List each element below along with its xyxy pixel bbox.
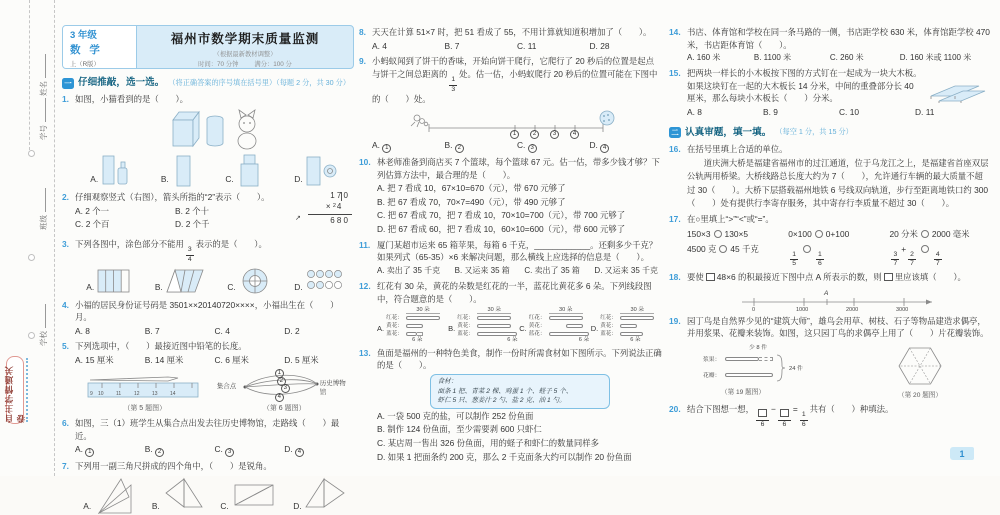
q7-option-a-shape	[93, 475, 135, 515]
question-number: 2.	[62, 192, 69, 202]
q1-option-d-shape	[305, 152, 339, 188]
point-1-label: 1	[510, 130, 519, 139]
question-number: 1.	[62, 94, 69, 105]
less-8-label: 少 8 件	[749, 345, 768, 352]
question-10	[359, 156, 662, 236]
field-label: 学号	[39, 125, 48, 140]
ruler-tick-12: 12	[134, 390, 140, 397]
equals-sign: =	[792, 404, 798, 415]
option-c: C. 把 67 看成 70，把 7 看成 10，70×10=700（元），带 700 元够了	[377, 210, 626, 221]
question-text: 小福的居民身份证号码是 3501××20140720××××，小福出生在（ ）月。	[75, 299, 339, 323]
hexagon-svg	[894, 344, 946, 388]
option-d: D. 4	[590, 139, 663, 153]
question-text: 小蚂蚁闻到了饼干的香味，开始向饼干爬行，它爬行了 20 秒后的位置是起点与饼干之间总距离的	[372, 56, 654, 79]
q7-option-d-shape	[304, 475, 346, 515]
margin-field-class	[38, 188, 49, 230]
q2-vertical-multiplication	[295, 191, 352, 226]
question-20	[669, 403, 991, 429]
margin-field-name	[38, 54, 49, 96]
option-a: A. 4	[372, 40, 387, 51]
point-4-label: 4	[570, 130, 579, 139]
arrow-icon: ↗	[295, 214, 301, 222]
question-4	[62, 299, 354, 338]
ruler-tick-14: 14	[170, 390, 176, 397]
section-2-note: （每空 1 分，共 15 分）	[775, 127, 853, 137]
q3-option-c-shape	[238, 266, 272, 296]
question-number: 4.	[62, 299, 69, 310]
option-c: C. 某店周一售出 326 份鱼面，用的蛏子和虾仁的数量同样多	[377, 437, 599, 448]
blank-box	[884, 273, 893, 281]
binding-hole-icon	[28, 254, 35, 261]
volume-label: 上（R版）	[70, 61, 100, 68]
option-label: A.	[377, 324, 385, 334]
circled-1: 1	[85, 448, 94, 457]
figure-caption-19: （第 19 题图）	[721, 389, 765, 397]
question-text: 下列各图中，涂色部分不能用	[75, 239, 184, 249]
compare-circle	[719, 245, 727, 253]
option-label: D.	[294, 281, 303, 292]
q2-options-row-2	[75, 218, 275, 231]
question-number: 5.	[62, 341, 69, 352]
rule-line	[308, 214, 352, 215]
ruler-tick-9: 9	[90, 390, 94, 397]
option-b	[161, 152, 195, 188]
field-label: 学校	[39, 331, 48, 346]
tick-3000: 3000	[896, 306, 909, 312]
circled-4: 4	[295, 448, 304, 457]
series-badge	[6, 356, 24, 424]
question-text: 在○里填上“>”“<”或“=”。	[687, 214, 774, 225]
option-d: D. 5 厘米	[284, 355, 319, 366]
route-3-label: 3	[281, 384, 290, 393]
brace-icon	[775, 353, 789, 383]
question-text: 鱼面是福州的一种特色美食，制作一份时所需食材如下图所示。下列说法正确的是（ ）。	[377, 347, 662, 371]
hexagon-figure	[865, 344, 975, 400]
question-text: 48×6 的积最接近下图中点 A 所表示的数，则	[716, 272, 882, 283]
question-number: 17.	[669, 214, 681, 225]
question-text: 在括号里填上合适的单位。	[687, 144, 788, 155]
count-6-label: 6 朵	[412, 337, 423, 344]
page-number-badge	[950, 447, 974, 460]
option-c: C. 4	[214, 325, 230, 336]
question-8	[359, 26, 662, 52]
section-1-icon: 一	[62, 78, 74, 89]
question-11	[359, 239, 662, 277]
q7-option-c-shape	[231, 475, 277, 515]
q1-option-b-shape	[171, 152, 195, 188]
option-label: D.	[294, 174, 303, 185]
subject-label: 数 学	[70, 44, 103, 57]
grade-label: 3 年级	[70, 30, 97, 41]
option-b: B. 把 67 看成 70，70×7=490（元），带 490 元够了	[377, 196, 566, 207]
compare-item: 0×100 0+100	[788, 229, 850, 240]
boards-figure	[927, 79, 989, 105]
minus-sign: −	[771, 404, 776, 415]
compare-item: 20 分米 2000 毫米	[889, 229, 970, 240]
berries-label: 浆果：	[703, 357, 721, 364]
option-d: D. 160 米或 1100 米	[899, 53, 972, 63]
option-a	[90, 152, 130, 188]
question-text: 共有（ ）种填法。	[809, 404, 894, 415]
option-d: D. 如果 1 把面条约 200 克，那么 2 千克面条大约可以制作 20 份鱼面	[377, 451, 632, 462]
question-number: 20.	[669, 404, 681, 415]
column-3	[669, 0, 991, 429]
blank-box	[706, 273, 715, 281]
blank-fraction-2: 6	[778, 409, 791, 429]
q1-stimulus-figure	[75, 106, 354, 150]
option-b: B. 2	[445, 139, 518, 153]
option-c: C. 11	[517, 40, 537, 51]
option-c	[225, 152, 263, 188]
fraction: $\frac{3}{4}$	[187, 246, 192, 263]
question-18	[669, 271, 991, 312]
question-text: 要使	[687, 272, 704, 283]
full-score: 满分：100 分	[254, 61, 292, 69]
q3-options	[75, 266, 354, 296]
option-c	[227, 266, 271, 296]
option-c	[220, 475, 276, 515]
count-30-label: 30 朵	[416, 307, 430, 314]
option-a: A. 1	[372, 139, 445, 153]
q1-figure-svg	[163, 106, 267, 150]
question-1	[62, 93, 354, 188]
q17-row-1	[687, 228, 991, 241]
option-a: A. 1	[75, 443, 145, 457]
route-figure	[217, 369, 347, 403]
option-label: D.	[590, 324, 599, 334]
q1-option-c-shape	[236, 152, 264, 188]
compare-item: 150×3 130×5	[687, 229, 749, 240]
option-d	[293, 475, 345, 515]
column-1	[62, 0, 354, 515]
paper-header	[62, 25, 354, 69]
q5-options	[75, 354, 354, 367]
section-2-icon: 二	[669, 127, 681, 138]
q7-options	[75, 475, 354, 515]
series-badge-label: 自主学情通关卷	[4, 365, 26, 423]
option-b: B. 7	[144, 325, 160, 336]
option-c: C. 10	[839, 107, 860, 118]
option-c-diagram: C. 30 朵 红花： 黄花： 蓝花： 6 朵	[519, 307, 589, 344]
option-b	[155, 266, 205, 296]
q9-figure	[407, 108, 627, 138]
q4-options	[75, 325, 354, 338]
q12-options	[377, 307, 662, 344]
bar-comparison-figure	[703, 344, 833, 400]
field-label: 姓名	[39, 81, 48, 96]
option-label: D.	[293, 501, 302, 512]
column-2	[359, 0, 662, 463]
question-number: 10.	[359, 157, 371, 168]
option-c: C. 2 个百	[75, 219, 110, 230]
figure-caption-5: （第 5 题图）	[123, 404, 167, 412]
fraction-one-sixth: $\frac{1}{6}$	[801, 411, 806, 428]
route-4-label: 4	[275, 393, 284, 402]
question-5	[62, 340, 354, 414]
option-label: A.	[86, 281, 95, 292]
figure-caption-6: （第 6 题图）	[262, 404, 306, 412]
option-a: A. 一袋 500 克的盐，可以制作 252 份鱼面	[377, 410, 534, 421]
q15-options	[687, 106, 991, 119]
option-label: B.	[448, 324, 456, 334]
section-1-title: 仔细推敲，选一选。	[78, 77, 165, 88]
q9-options	[372, 139, 662, 153]
section-1-header	[62, 76, 354, 90]
option-c: C. 3	[215, 443, 285, 457]
tick-0: 0	[752, 306, 756, 312]
route-1-label: 1	[275, 369, 284, 378]
option-d: D. 2 个千	[175, 219, 210, 230]
option-label: B.	[154, 281, 163, 292]
ruler-tick-13: 13	[152, 390, 158, 397]
multiplier: 4	[336, 201, 342, 211]
option-b	[152, 475, 204, 515]
margin-field-number	[38, 98, 49, 140]
option-b: B. 9	[763, 107, 778, 118]
question-number: 8.	[359, 27, 366, 37]
option-d	[294, 152, 338, 188]
q14-options	[687, 52, 991, 64]
field-label: 班级	[39, 215, 48, 230]
question-6	[62, 417, 354, 457]
blank-fraction-1: 6	[756, 409, 769, 429]
q5-q6-figures	[75, 369, 354, 403]
ruler-tick-10: 10	[98, 390, 104, 397]
question-number: 15.	[669, 68, 681, 79]
option-a	[83, 475, 135, 515]
option-a: A. 8	[687, 107, 702, 118]
compare-item: 4500 克 45 千克	[687, 243, 759, 254]
option-a: A. 把 7 看成 10，67×10=670（元），带 670 元够了	[377, 183, 566, 194]
question-7	[62, 460, 354, 515]
grade-box	[63, 26, 137, 68]
question-number: 6.	[62, 418, 69, 429]
option-a: A. 8	[75, 325, 90, 336]
option-a-diagram: A. 30 朵 红花： 黄花： 蓝花： 6 朵	[377, 307, 448, 344]
question-text: 把两块一样长的小木板按下图的方式钉在一起成为一块大木板。如果这块钉在一起的大木板长 14 分米，中间的重叠部分长 40 厘米，那么每块小木板长（ ）分米。	[687, 68, 922, 104]
question-text: 林老师准备到商店买 7 个篮球，每个篮球 67 元。估一估，带多少钱才够？下列估算方法中，最合理的是（ ）。	[377, 157, 660, 180]
question-2	[62, 191, 354, 235]
option-label: A.	[90, 174, 99, 185]
point-a-label: A	[824, 289, 829, 297]
option-label: C.	[225, 174, 234, 185]
option-d: D. 28	[589, 40, 610, 51]
question-number: 18.	[669, 272, 681, 283]
binding-hole-icon	[28, 150, 35, 157]
tick-1000: 1000	[796, 306, 809, 312]
section-2-title: 认真审题，填一填。	[685, 126, 772, 138]
option-d: D. 把 67 看成 60，把 7 看成 10，60×10=600（元），带 600 元够了	[377, 224, 626, 235]
binding-dashed-line	[54, 0, 55, 476]
question-number: 9.	[359, 56, 366, 67]
option-a: A. 卖出了 35 千克	[377, 265, 441, 275]
q19-q20-figures	[687, 344, 991, 400]
compare-circle	[714, 230, 722, 238]
option-b: B. 2	[145, 443, 215, 457]
option-c: C. 260 米	[829, 53, 864, 63]
compare-item: $\frac{3}{7}$ + $\frac{2}{7}$ $\frac{4}{7}$	[893, 243, 940, 268]
option-label: B.	[160, 174, 169, 185]
ingredients-box	[430, 374, 610, 409]
question-number: 14.	[669, 27, 681, 37]
option-d: D. 2	[284, 325, 300, 336]
option-b: B. 14 厘米	[144, 355, 184, 366]
title-box	[137, 26, 353, 68]
option-label: C.	[227, 281, 236, 292]
route-2-label: 2	[277, 377, 286, 386]
option-b: B. 2 个十	[175, 205, 209, 216]
section-1-note: （将正确答案的序号填在括号里）（每题 2 分，共 30 分）	[168, 77, 351, 87]
compare-circle	[921, 230, 929, 238]
ingredients-line-1: 面条 1 把、青菜 2 棵、鸡蛋 1 个、蛏子 5 个、	[437, 387, 573, 395]
question-text: 表示的是（ ）。	[195, 239, 267, 249]
option-a	[86, 266, 132, 296]
question-text: 处。估一估，小蚂蚁爬行 20 秒后的位置可能在下图中的（ ）处。	[372, 68, 658, 105]
option-a: A. 15 厘米	[75, 355, 114, 366]
question-text: 下列选项中，（ ）最接近图中铅笔的长度。	[75, 341, 247, 352]
question-text: 红花有 30 朵，黄花的朵数是红花的一半，蓝花比黄花多 6 朵。下列线段图中，符合题意的是（ ）。	[377, 280, 652, 304]
question-text: 园丁鸟是自然界少见的“建筑大师”，雄鸟会用草、树枝、石子等物品建造求偶亭，并用浆果、花瓣来装饰。如图，这只园丁鸟的求偶亭上用了（ ）片花瓣装饰。	[687, 315, 989, 339]
option-d: D. 11	[915, 107, 935, 118]
option-c: C. 3	[517, 139, 590, 153]
time-limit: 时间：70 分钟	[198, 61, 239, 69]
paper-meta	[137, 60, 353, 69]
q6-options	[75, 443, 354, 457]
option-d: D. 又运来 35 千克	[594, 265, 658, 275]
total-24-label: 24 件	[789, 366, 803, 373]
question-number: 3.	[62, 239, 69, 249]
option-label: A.	[83, 501, 92, 512]
option-c: C. 卖出了 35 箱	[524, 265, 580, 275]
q7-option-b-shape	[162, 475, 204, 515]
page-number: 1	[959, 448, 965, 459]
question-16	[669, 143, 991, 210]
section-2-header	[669, 126, 991, 140]
point-2-label: 2	[530, 130, 539, 139]
question-number: 16.	[669, 144, 681, 155]
question-text: 如图，三（1）班学生从集合点出发去往历史博物馆，走路线（ ）最近。	[75, 418, 340, 441]
option-label: C.	[220, 501, 229, 512]
q2-options-row-1	[75, 205, 275, 218]
question-3	[62, 238, 354, 296]
series-badge-accent	[26, 358, 28, 422]
tick-2000: 2000	[846, 306, 859, 312]
times-sign: ×	[325, 201, 331, 211]
q3-option-a-shape	[96, 266, 132, 296]
q3-option-d-shape	[305, 266, 343, 296]
question-14	[669, 26, 991, 64]
q11-options	[377, 265, 662, 277]
ingredients-line-2: 虾仁 5 只、葱姜汁 2 勺、盐 2 克、油 1 勺。	[437, 397, 566, 405]
option-b: B. 1100 米	[753, 53, 792, 63]
q1-options	[75, 152, 354, 188]
compare-circle	[815, 230, 823, 238]
q8-options	[372, 40, 662, 53]
question-text: 厦门某超市运来 65 箱苹果，每箱 6 千克，____________。还剩多少千克？如果列式（65-35）×6 来解决问题，那么横线上应选择的信息是（ ）。	[377, 239, 658, 263]
question-text: 仔细观察竖式（右图），箭头所指的“2”表示（ ）。	[75, 192, 270, 202]
option-label: B.	[151, 501, 160, 512]
q1-option-a-shape	[100, 152, 130, 188]
question-text: 下列用一副三角尺拼成的四个角中，（ ）是锐角。	[75, 461, 272, 472]
question-number: 11.	[359, 239, 371, 250]
paper-title: 福州市数学期末质量监测	[170, 32, 320, 46]
question-number: 7.	[62, 461, 69, 472]
q3-option-b-shape	[165, 266, 205, 296]
route-end-label: 历史博物馆	[319, 379, 346, 397]
question-12	[359, 280, 662, 344]
option-a: A. 160 米	[687, 53, 721, 63]
option-b: B. 又运来 35 箱	[454, 265, 510, 275]
option-b: B. 制作 124 份鱼面，至少需要剥 600 只虾仁	[377, 424, 542, 435]
question-number: 12.	[359, 280, 371, 291]
carry-digit: 2	[332, 202, 336, 209]
question-13	[359, 347, 662, 463]
figure-caption-20: （第 20 题图）	[898, 392, 942, 400]
question-text: 如图，小猫看到的是（ ）。	[75, 94, 189, 105]
option-label: C.	[519, 324, 527, 334]
compare-circle	[803, 245, 811, 253]
compare-item: $\frac{1}{5}$ $\frac{1}{6}$	[788, 243, 889, 269]
petals-label: 花瓣：	[703, 373, 721, 380]
margin-field-school	[38, 304, 49, 346]
question-text: 结合下图想一想，	[687, 404, 754, 415]
paper-subtitle: （根据最新教材调整）	[213, 50, 277, 58]
figure-captions	[75, 404, 354, 415]
multiplicand: 1 7 0	[330, 191, 348, 200]
ingredients-title: 食材：	[437, 378, 458, 386]
question-text: 书店、体育馆和学校在同一条马路的一侧，书店距学校 630 米，体育馆距学校 470 米，书店距体育馆（ ）。	[687, 27, 990, 50]
compare-circle	[921, 245, 929, 253]
question-number: 13.	[359, 347, 371, 358]
route-start-label: 集合点	[216, 382, 237, 390]
number-line-figure	[734, 286, 944, 312]
question-number: 19.	[669, 315, 681, 326]
ruler-figure	[82, 371, 202, 403]
ruler-tick-11: 11	[116, 390, 122, 397]
fraction: $\frac{1}{3}$	[451, 75, 456, 93]
question-text: 天天在计算 51×7 时，把 51 看成了 55，不用计算就知道积增加了（ ）。	[372, 27, 652, 37]
option-d	[294, 266, 342, 296]
bridge-paragraph: 道庆洲大桥是福建省福州市的过江通道，位于乌龙江之上，是福建省首座双层公轨两用桥梁。大桥线路总长度大约为 7（ ），允许通行车辆的最大质量不超过 30（ ）。大桥下层搭载福州地铁 6 号线双向轨道，步行至距离地铁口约 300（ ）处有提供行李寄存服务，其中寄存行李质量不超过 30（ ）。	[687, 157, 989, 208]
question-text: 里应该填（ ）。	[894, 272, 966, 283]
q17-row-2	[687, 243, 991, 269]
circled-3: 3	[225, 448, 234, 457]
option-b: B. 7	[444, 40, 460, 51]
binding-dashed-line-short	[29, 0, 30, 150]
option-d-diagram: D. 30 朵 红花： 黄花： 蓝花： 6 朵	[591, 307, 663, 344]
point-3-label: 3	[550, 130, 559, 139]
option-d: D. 4	[284, 443, 354, 457]
option-b-diagram: B. 30 朵 红花： 黄花： 蓝花： 6 朵	[448, 307, 518, 344]
question-19	[669, 315, 991, 400]
question-9	[359, 55, 662, 153]
question-17	[669, 213, 991, 268]
circled-2: 2	[155, 448, 164, 457]
product: 6 8 0	[330, 215, 348, 225]
question-15	[669, 67, 991, 118]
option-a: A. 2 个一	[75, 205, 109, 216]
binding-hole-icon	[28, 332, 35, 339]
option-c: C. 6 厘米	[214, 355, 249, 366]
